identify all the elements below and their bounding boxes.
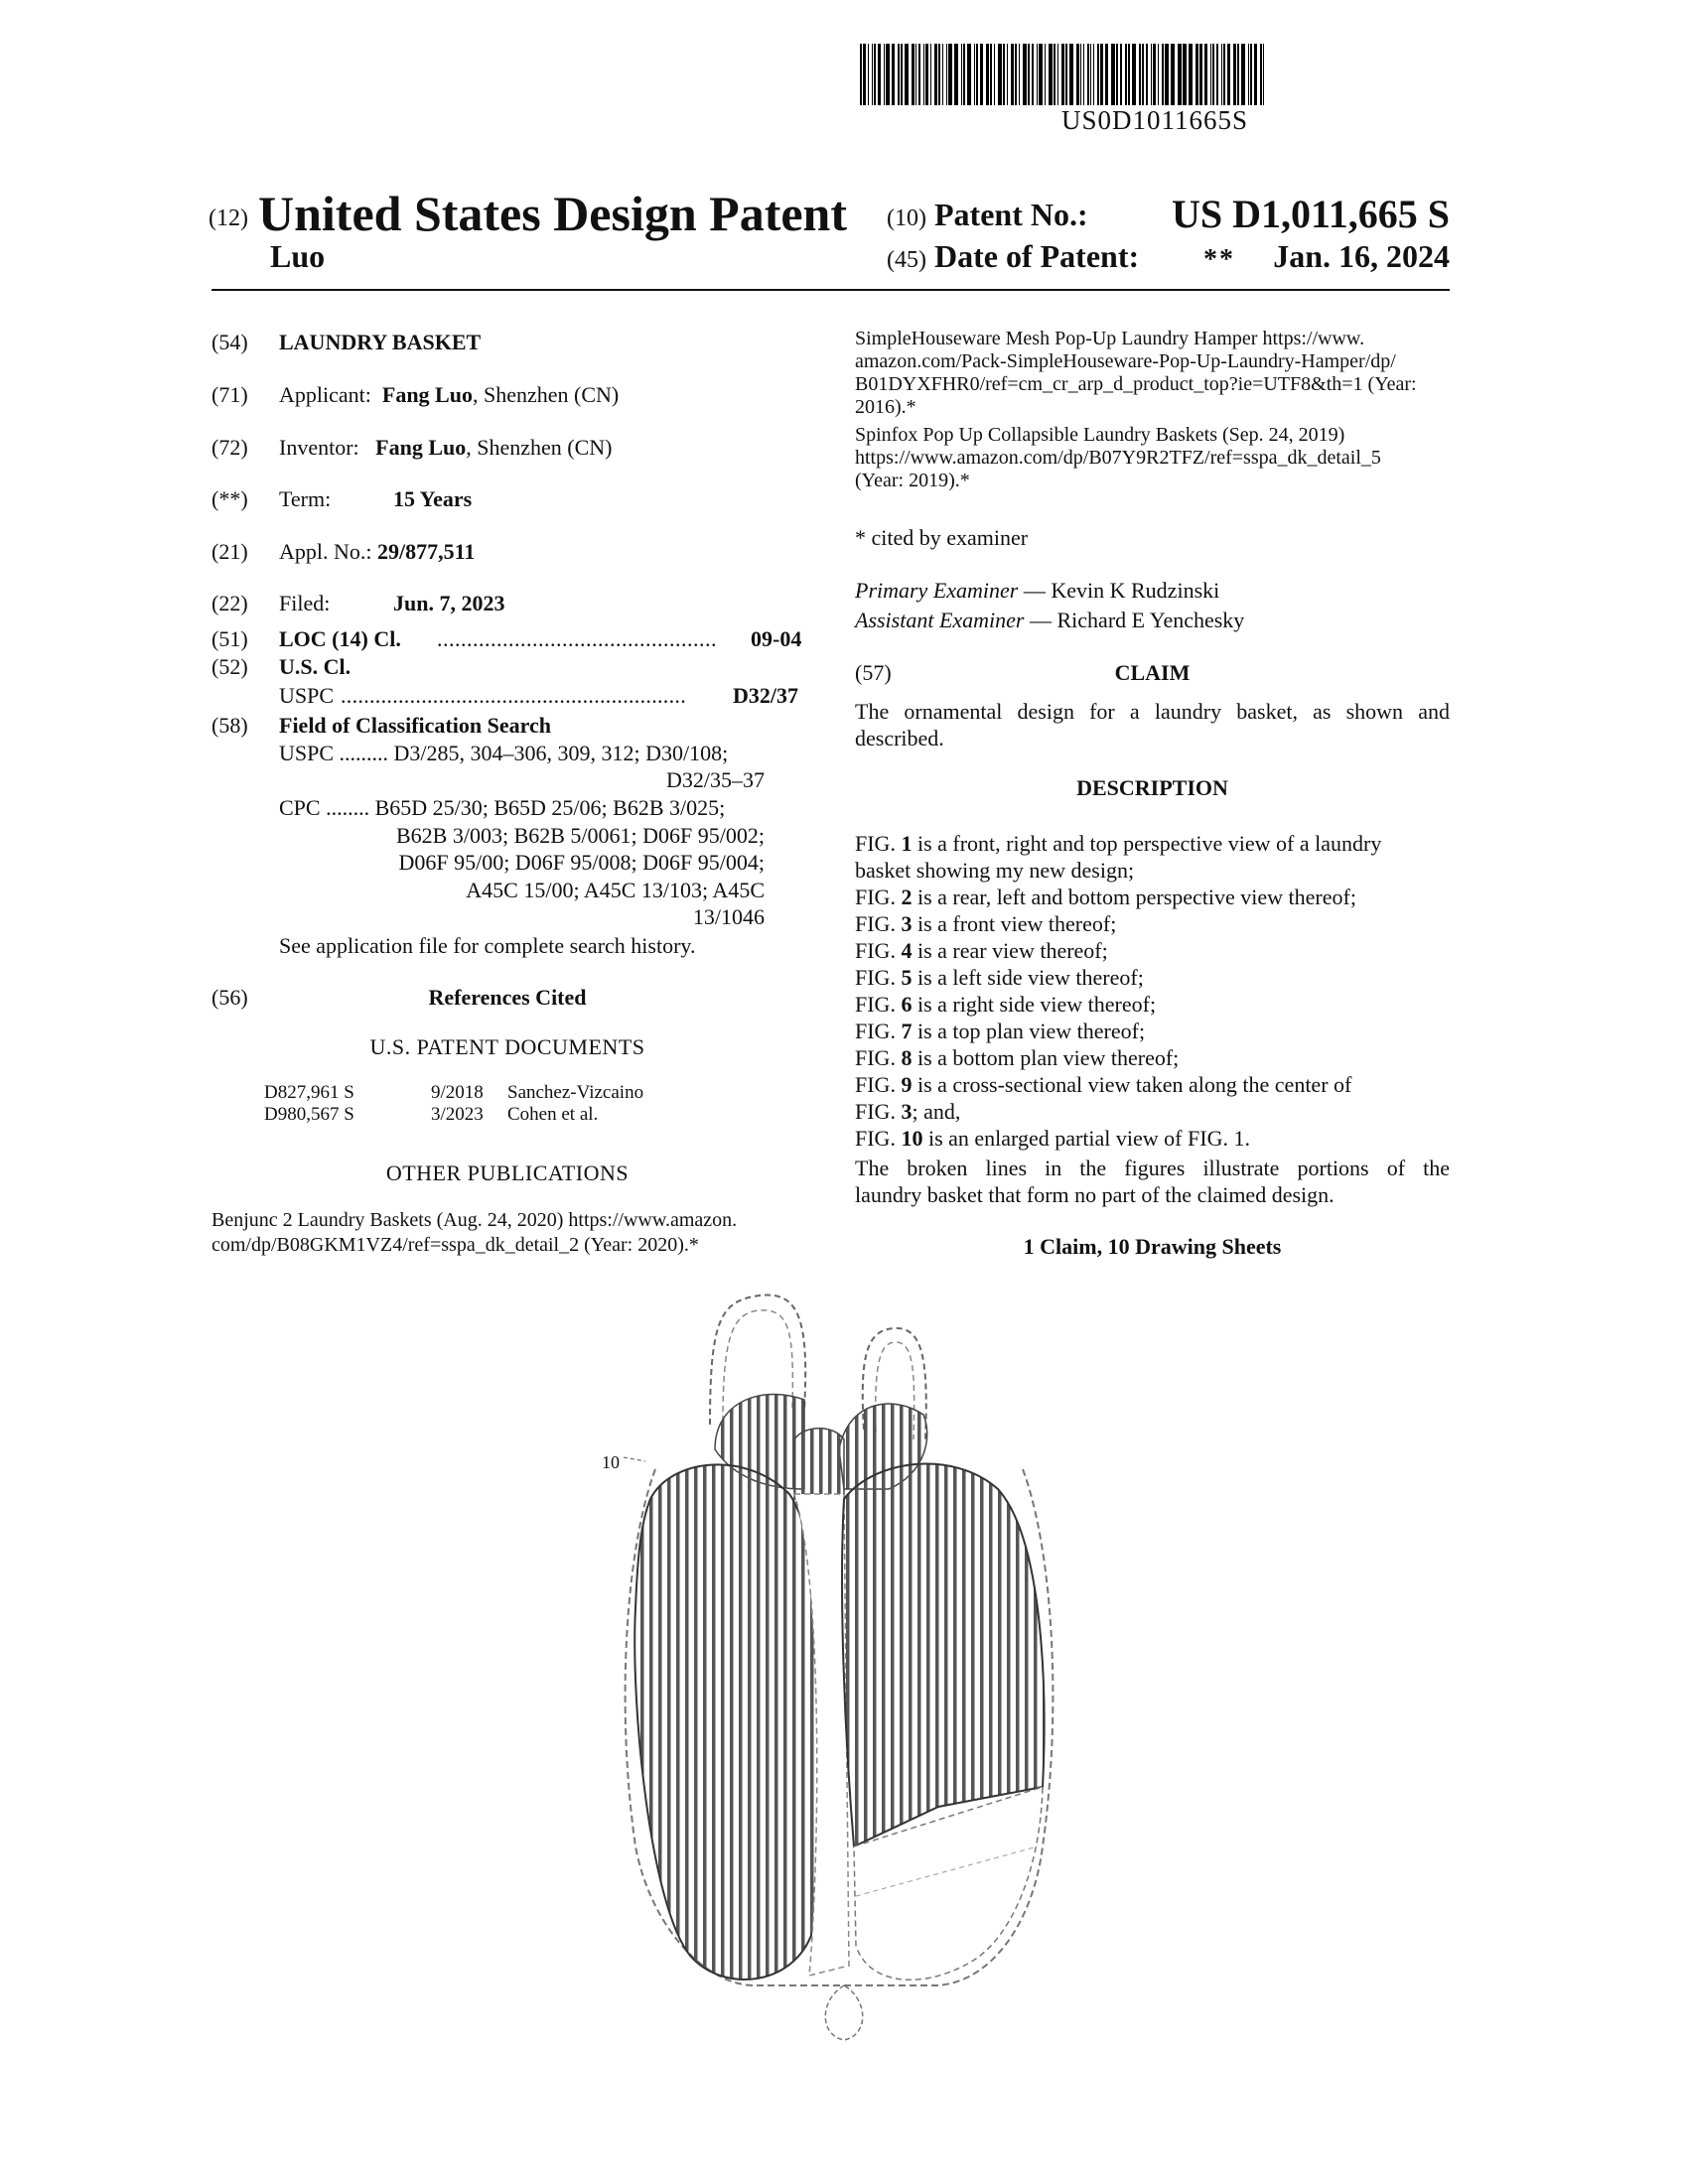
claims-sheets-count: 1 Claim, 10 Drawing Sheets (1023, 1234, 1282, 1259)
left-mesh-panel (634, 1464, 825, 1979)
us-doc-name: Cohen et al. (507, 1104, 599, 1125)
uspc-class: D32/37 (733, 683, 798, 708)
term-code: (**) (211, 486, 248, 511)
description-line: FIG. 9 is a cross-sectional view taken along the center of (855, 1072, 1352, 1097)
description-line: basket showing my new design; (855, 858, 1135, 883)
publication-citation: SimpleHouseware Mesh Pop-Up Laundry Hamper https://www. (855, 328, 1365, 349)
description-line: FIG. 6 is a right side view thereof; (855, 992, 1157, 1017)
barcode (860, 44, 1450, 105)
us-doc-number: D980,567 S (264, 1104, 354, 1125)
us-patent-docs-heading: U.S. PATENT DOCUMENTS (369, 1034, 645, 1059)
description-line: FIG. 3 is a front view thereof; (855, 911, 1117, 936)
publication-citation: com/dp/B08GKM1VZ4/ref=sspa_dk_detail_2 (Year: 2020).* (211, 1234, 699, 1256)
us-doc-number: D827,961 S (264, 1082, 354, 1103)
filed-date: Jun. 7, 2023 (393, 591, 505, 615)
claim-text: The ornamental design for a laundry basket, as shown and described. (855, 699, 1450, 751)
cited-by-examiner-note: * cited by examiner (855, 525, 1029, 550)
patent-type: United States Design Patent (257, 186, 848, 241)
publication-citation: (Year: 2019).* (855, 470, 970, 491)
uscl-label: U.S. Cl. (279, 654, 352, 679)
dot-leader: ............................................... (437, 626, 717, 651)
description-line: FIG. 4 is a rear view thereof; (855, 938, 1108, 963)
description-line: FIG. 8 is a bottom plan view thereof; (855, 1045, 1180, 1070)
field-uspc-cont: D32/35–37 (666, 767, 765, 792)
description-line: FIG. 3; and, (855, 1099, 961, 1124)
patent-type-heading (209, 185, 847, 242)
claim-code: (57) (855, 660, 892, 685)
applicant-code: (71) (211, 382, 248, 407)
loc-code: (51) (211, 626, 248, 651)
field-label: Field of Classification Search (279, 713, 551, 738)
field-uspc: USPC ......... D3/285, 304–306, 309, 312; D30/108; (279, 741, 729, 765)
top-mesh-center (794, 1429, 844, 1499)
patent-number-label: (10) Patent No.: (887, 197, 1088, 232)
appl-line: Appl. No.: 29/877,511 (279, 539, 476, 564)
primary-examiner: Primary Examiner — Kevin K Rudzinski (855, 578, 1220, 603)
description-line: FIG. 10 is an enlarged partial view of FIG. 1. (855, 1126, 1250, 1151)
us-doc-date: 9/2018 (431, 1082, 484, 1103)
pull-loop (825, 1985, 863, 2040)
patent-number: US D1,011,665 S (1171, 192, 1450, 236)
inventor-name: Fang Luo (375, 435, 467, 460)
claim-heading: CLAIM (1114, 660, 1191, 685)
references-cited-heading: References Cited (428, 985, 587, 1010)
applicant-name: Fang Luo (381, 382, 473, 407)
publication-citation: Benjunc 2 Laundry Baskets (Aug. 24, 2020) https://www.amazon. (211, 1209, 738, 1231)
field-cpc-cont: 13/1046 (692, 904, 765, 929)
publication-citation: https://www.amazon.com/dp/B07Y9R2TFZ/ref=sspa_dk_detail_5 (855, 447, 1381, 469)
search-history-note: See application file for complete search history. (279, 933, 696, 958)
publication-citation: Spinfox Pop Up Collapsible Laundry Baskets (Sep. 24, 2019) (855, 424, 1345, 446)
field-cpc: CPC ........ B65D 25/30; B65D 25/06; B62B 3/025; (279, 795, 726, 820)
filed-code: (22) (211, 591, 248, 615)
field-cpc-cont: D06F 95/00; D06F 95/008; D06F 95/004; (398, 850, 765, 875)
description-line: FIG. 5 is a left side view thereof; (855, 965, 1144, 990)
right-mesh-panel (842, 1464, 1045, 1846)
term-label: Term: (279, 486, 332, 511)
date-of-patent: Jan. 16, 2024 (1273, 238, 1450, 274)
loc-label: LOC (14) Cl. (279, 626, 401, 651)
term-value: 15 Years (393, 486, 473, 511)
field-code: (58) (211, 713, 248, 738)
reference-numeral: 10 (602, 1452, 620, 1472)
applicant-line: Applicant: Fang Luo, Shenzhen (CN) (279, 382, 620, 407)
description-line: FIG. 1 is a front, right and top perspective view of a laundry (855, 831, 1382, 856)
field-cpc-cont: B62B 3/003; B62B 5/0061; D06F 95/002; (396, 823, 765, 848)
inventor-surname: Luo (270, 238, 326, 274)
inid-code: (12) (209, 205, 248, 232)
other-publications-heading: OTHER PUBLICATIONS (385, 1160, 630, 1185)
description-heading: DESCRIPTION (1076, 775, 1228, 800)
uspc-label: USPC (279, 683, 335, 708)
inid-code: (45) (887, 247, 926, 273)
description-body (855, 830, 1450, 1152)
term-asterisks: ** (1203, 244, 1235, 275)
loc-class: 09-04 (751, 626, 802, 651)
dot-leader: ............................................................ (341, 683, 686, 708)
uscl-code: (52) (211, 654, 248, 679)
publication-citation: 2016).* (855, 396, 916, 418)
inventor-line: Inventor: Fang Luo, Shenzhen (CN) (279, 435, 613, 460)
leader-line (624, 1457, 645, 1461)
appl-code: (21) (211, 539, 248, 564)
description-line: FIG. 7 is a top plan view thereof; (855, 1019, 1146, 1043)
broken-lines-note: The broken lines in the figures illustrate portions of the laundry basket that form no part of the claimed design. (855, 1156, 1450, 1207)
title-code: (54) (211, 330, 248, 354)
description-line: FIG. 2 is a rear, left and bottom perspective view thereof; (855, 885, 1356, 909)
header-divider (211, 289, 1450, 291)
date-of-patent-label: (45) Date of Patent: (887, 238, 1140, 274)
appl-number: 29/877,511 (377, 539, 476, 564)
laundry-basket-drawing (596, 1291, 1092, 2045)
inventor-code: (72) (211, 435, 248, 460)
refs-code: (56) (211, 985, 248, 1010)
filed-label: Filed: (279, 591, 331, 615)
assistant-examiner: Assistant Examiner — Richard E Yenchesky (855, 608, 1245, 632)
invention-title: LAUNDRY BASKET (279, 330, 482, 354)
publication-citation: amazon.com/Pack-SimpleHouseware-Pop-Up-Laundry-Hamper/dp/ (855, 350, 1396, 372)
publication-citation: B01DYXFHR0/ref=cm_cr_arp_d_product_top?ie=UTF8&th=1 (Year: (855, 373, 1417, 395)
publication-number: US0D1011665S (1060, 105, 1249, 135)
us-doc-name: Sanchez-Vizcaino (507, 1082, 644, 1103)
inid-code: (10) (887, 205, 926, 231)
us-doc-date: 3/2023 (431, 1104, 484, 1125)
field-cpc-cont: A45C 15/00; A45C 13/103; A45C (466, 878, 765, 902)
